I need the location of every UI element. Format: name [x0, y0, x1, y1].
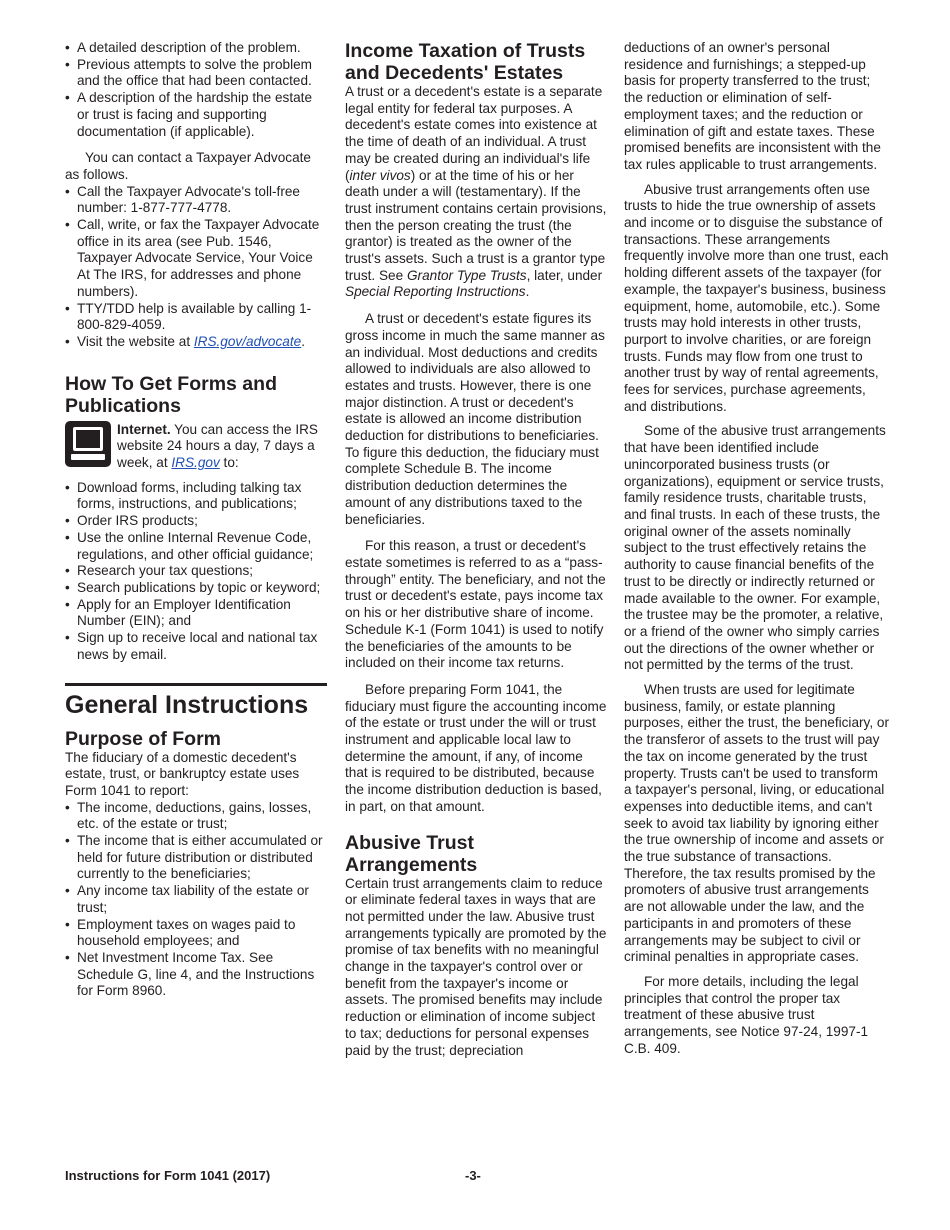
irs-gov-link[interactable]: IRS.gov	[171, 455, 220, 471]
italic-text: inter vivos	[349, 167, 411, 183]
paragraph: deductions of an owner's personal residence and furnishings; a stepped-up basis for property transferred to the trust; the reduction or elimination of self-employment taxes; and the reduction or elimination of gift and estate taxes. These promised benefits are inconsistent with the tax rules applicable to trust arrangements.	[624, 40, 881, 172]
computer-icon	[65, 421, 111, 467]
list-item: • Sign up to receive local and national tax news by email.	[65, 630, 327, 663]
page-number: -3-	[465, 1168, 481, 1183]
paragraph: Abusive trust arrangements often use trusts to hide the true ownership of assets and income or to disguise the substance of transactions. These arrangements frequently involve more than one trust, each holding different assets of the taxpayer (for example, the taxpayer's business, business equipment, home, automobile, etc.). Some trusts may hold interests in other trusts, purport to involve charities, or are foreign trusts. Funds may flow from one trust to another trust by way of rental agreements, fees for services, purchase agreements, and distributions.	[624, 181, 889, 414]
list-item: • Employment taxes on wages paid to household employees; and	[65, 917, 327, 950]
list-item: • Previous attempts to solve the problem and the office that had been contacted.	[65, 57, 327, 90]
list-item: • Search publications by topic or keyword;	[65, 580, 327, 597]
paragraph: The fiduciary of a domestic decedent's estate, trust, or bankruptcy estate uses Form 1041 to report:	[65, 749, 300, 798]
paragraph: For more details, including the legal principles that control the proper tax treatment of these abusive trust arrangements, see Notice 97-24, 1997-1 C.B. 409.	[624, 973, 869, 1056]
section-heading: Income Taxation of Trusts and Decedents' Estates	[345, 40, 586, 84]
text: Visit the website at	[77, 333, 194, 349]
list-item: • Any income tax liability of the estate or trust;	[65, 883, 327, 916]
text: .	[525, 284, 530, 300]
list-item: • The income that is either accumulated or held for future distribution or distributed currently to the beneficiaries;	[65, 833, 327, 883]
footer-title: Instructions for Form 1041 (2017)	[65, 1168, 271, 1183]
list-item: • Call, write, or fax the Taxpayer Advocate office in its area (see Pub. 1546, Taxpayer Advocate Service, Your Voice At The IRS, for addresses and phone numbers).	[65, 217, 327, 301]
text: to:	[219, 455, 239, 471]
text: .	[301, 333, 305, 349]
list-item: • A description of the hardship the estate or trust is facing and supporting documentation (if applicable).	[65, 90, 327, 140]
list-item: • Net Investment Income Tax. See Schedule G, line 4, and the Instructions for Form 8960.	[65, 950, 327, 1000]
section-heading: How To Get Forms and Publications	[65, 372, 277, 417]
internet-block	[65, 422, 327, 472]
list-item: • Call the Taxpayer Advocate's toll-free number: 1-877-777-4778.	[65, 184, 327, 217]
list-item: • Use the online Internal Revenue Code, regulations, and other official guidance;	[65, 530, 327, 563]
text: A trust or a decedent's estate is a separate legal entity for federal tax purposes. A decedent's estate comes into existence at the time of death of an individual. A trust may be created during an individual's life (	[345, 84, 603, 183]
irs-advocate-link[interactable]: IRS.gov/advocate	[193, 333, 302, 349]
list-item: • A detailed description of the problem.	[65, 40, 327, 57]
list-item: • TTY/TDD help is available by calling 1-800-829-4059.	[65, 301, 327, 334]
paragraph: Before preparing Form 1041, the fiduciary must figure the accounting income of the estate or trust under the will or trust instrument and applicable local law to determine the amount, if any, of income that is required to be distributed, because the income distribution deduction is based, in part, on that amount.	[345, 681, 607, 814]
paragraph: When trusts are used for legitimate business, family, or estate planning purposes, either the trust, the beneficiary, or the transferor of assets to the trust will pay the tax on income generated by the trust property. Trusts can't be used to transform a taxpayer's personal, living, or educational expenses into deductible items, and can't seek to avoid tax liability by ignoring either the true ownership of income and assets or the true substance of transactions. Therefore, the tax results promised by the promoters of abusive trust arrangements are not allowable under the law, and the participants in and promoters of these arrangements may be subject to civil or criminal penalties in appropriate cases.	[624, 682, 889, 965]
column-middle	[345, 40, 608, 1059]
list-item	[65, 334, 327, 351]
column-right	[624, 40, 889, 1057]
list-item: • The income, deductions, gains, losses, etc. of the estate or trust;	[65, 800, 327, 833]
list-item: • Research your tax questions;	[65, 563, 327, 580]
paragraph: Some of the abusive trust arrangements that have been identified include unincorporated business trusts (or organizations), equipment or service trusts, family residence trusts, charitable trusts, and final trusts. In each of these trusts, the original owner of the assets nominally subject to the trust effectively retains the authority to cause financial benefits of the trust to be directly or indirectly returned or made available to the owner. For example, the trustee may be the promoter, a relative, or a friend of the owner who simply carries out the directions of the owner whether or not permitted by the terms of the trust.	[624, 423, 886, 673]
text: , later, under	[526, 267, 603, 283]
section-heading: Purpose of Form	[65, 727, 222, 750]
paragraph	[117, 422, 327, 472]
paragraph: You can contact a Taxpayer Advocate as follows.	[65, 150, 311, 182]
paragraph: For this reason, a trust or decedent's estate sometimes is referred to as a “pass-through” entity. The beneficiary, and not the trust or decedent's estate, pays income tax on his or her distributive share of income. Schedule K-1 (Form 1041) is used to notify the beneficiaries of the amounts to be included on their income tax returns.	[345, 538, 606, 671]
text: You can access the IRS website 24 hours a day, 7 days a week, at	[117, 421, 318, 471]
paragraph: Certain trust arrangements claim to reduce or eliminate federal taxes in ways that are not permitted under the law. Abusive trust arrangements typically are promoted by the promise of tax benefits with no meaningful change in the taxpayer's control over or benefit from the taxpayer's income or assets. The promised benefits may include reduction or elimination of income subject to tax; deductions for personal expenses paid by the trust; depreciation	[345, 875, 607, 1058]
list-item: • Download forms, including talking tax forms, instructions, and publications;	[65, 480, 327, 513]
section-heading: Abusive Trust Arrangements	[345, 831, 478, 876]
paragraph: A trust or decedent's estate figures its gross income in much the same manner as an individual. Most deductions and credits allowed to individuals are also allowed to estates and trusts. However, there is one major distinction. A trust or decedent's estate is allowed an income distribution deduction for distributions to beneficiaries. To figure this deduction, the fiduciary must complete Schedule B. The income distribution deduction determines the amount of any distributions taxed to the beneficiaries.	[345, 311, 605, 527]
italic-text: Special Reporting Instructions	[345, 284, 526, 300]
italic-text: Grantor Type Trusts	[406, 267, 527, 283]
paragraph	[345, 84, 608, 301]
text: ) or at the time of his or her death under a will (testamentary). If the trust instrument contains certain provisions, then the person creating the trust (the grantor) is treated as the owner of the trust's assets. Such a trust is a grantor type trust. See	[345, 167, 607, 283]
column-left	[65, 40, 327, 1000]
list-item: • Order IRS products;	[65, 513, 327, 530]
internet-label: Internet.	[117, 421, 171, 437]
general-instructions-heading: General Instructions	[65, 683, 327, 720]
list-item: • Apply for an Employer Identification Number (EIN); and	[65, 597, 327, 630]
